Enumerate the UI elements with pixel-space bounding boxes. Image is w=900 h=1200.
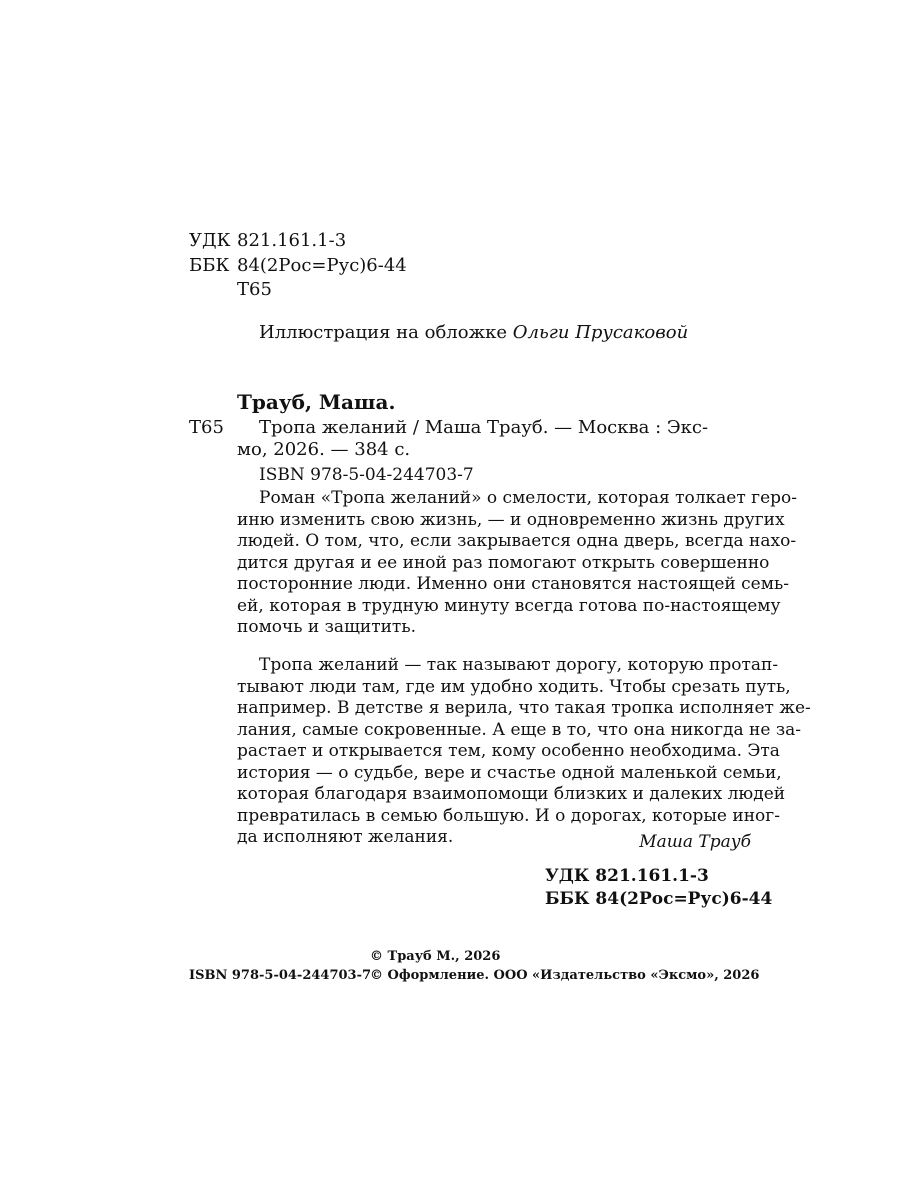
quote-line: история — о судьбе, вере и счастье одной маленькой семьи, [237, 762, 782, 783]
annotation-line: дится другая и ее иной раз помогают открыть совершенно [237, 552, 770, 573]
quote-paragraph [237, 655, 811, 849]
bib-line-1: Тропа желаний / Маша Трауб. — Москва : Экс- [259, 417, 709, 438]
quote-signature: Маша Трауб [639, 832, 751, 852]
quote-line: превратилась в семью большую. И о дорогах, которые иног- [237, 805, 780, 826]
isbn-line: ISBN 978-5-04-244703-7 [259, 465, 474, 485]
annotation-line: иню изменить свою жизнь, — и одновременно жизнь других [237, 509, 785, 530]
bbk-label: ББК [189, 255, 230, 276]
annotation-line: помочь и защитить. [237, 617, 416, 637]
copyright-isbn: ISBN 978-5-04-244703-7 [189, 968, 372, 983]
quote-line: лания, самые сокровенные. А еще в то, что она никогда не за- [237, 719, 801, 740]
author-mark: Т65 [237, 279, 272, 300]
quote-line: растает и открывается тем, кому особенно необходима. Эта [237, 741, 780, 761]
illustration-credit [259, 322, 688, 343]
annotation-line: посторонние люди. Именно они становятся настоящей семь- [237, 574, 789, 594]
udk-label: УДК [189, 230, 231, 251]
illustration-artist: Ольги Прусаковой [512, 322, 689, 343]
quote-line: которая благодаря взаимопомощи близких и далеких людей [237, 784, 786, 804]
annotation-line: ей, которая в трудную минуту всегда готова по-настоящему [237, 595, 781, 616]
annotation-line: Роман «Тропа желаний» о смелости, которая толкает геро- [259, 488, 798, 508]
bottom-udk: УДК 821.161.1-3 [545, 866, 709, 886]
copyright-author: © Трауб М., 2026 [370, 949, 501, 964]
illustration-prefix: Иллюстрация на обложке [259, 322, 513, 343]
udk-value: 821.161.1-3 [237, 230, 347, 251]
copyright-design: © Оформление. ООО «Издательство «Эксмо», 2026 [370, 968, 760, 983]
annotation-paragraph [237, 488, 798, 639]
author-heading: Трауб, Маша. [237, 390, 396, 414]
bbk-value: 84(2Рос=Рус)6-44 [237, 255, 407, 276]
quote-line: да исполняют желания. [237, 827, 454, 847]
entry-author-mark: Т65 [189, 417, 224, 438]
quote-line: например. В детстве я верила, что такая тропка исполняет же- [237, 698, 811, 718]
quote-line: Тропа желаний — так называют дорогу, которую протап- [259, 655, 779, 675]
quote-line: тывают люди там, где им удобно ходить. Чтобы срезать путь, [237, 676, 791, 697]
annotation-line: людей. О том, что, если закрывается одна дверь, всегда нахо- [237, 531, 797, 551]
bib-line-2: мо, 2026. — 384 с. [237, 439, 411, 460]
bottom-bbk: ББК 84(2Рос=Рус)6-44 [545, 889, 773, 909]
